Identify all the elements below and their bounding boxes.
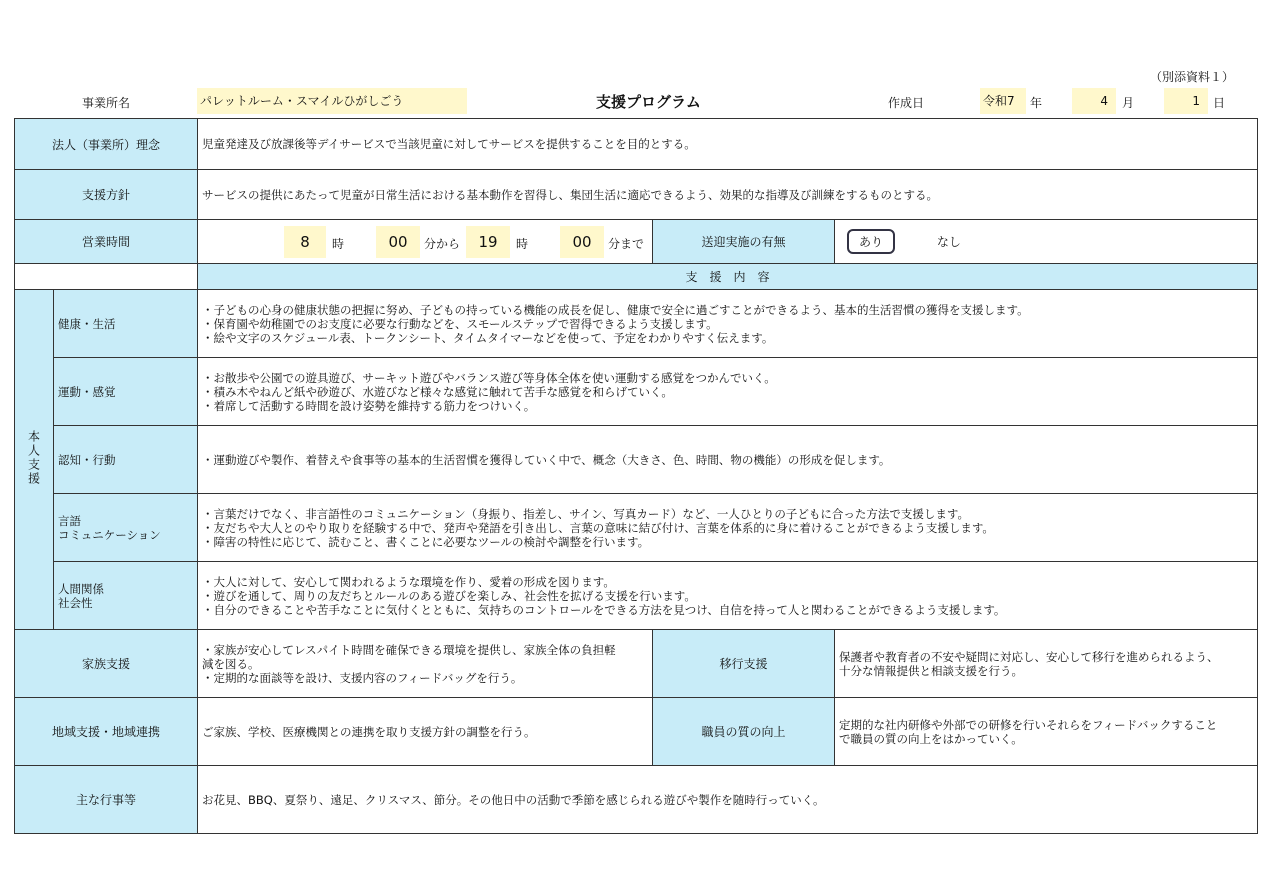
support-content-header-blank — [15, 264, 198, 290]
family-transition-row — [15, 630, 1258, 698]
transport-options — [835, 220, 1258, 264]
start-hour-field[interactable] — [284, 226, 326, 258]
philosophy-label: 法人（事業所）理念 — [15, 119, 198, 170]
self-support-item-text[interactable]: ・運動遊びや製作、着替えや食事等の基本的生活習慣を獲得していく中で、概念（大きさ、色、時間、物の機能）の形成を促します。 — [198, 426, 1258, 494]
start-min-field[interactable] — [376, 226, 420, 258]
era-value: 令和7 — [983, 94, 1015, 108]
self-support-row-1 — [15, 290, 1258, 358]
start-min: 00 — [388, 232, 408, 251]
end-hour-field[interactable] — [466, 226, 510, 258]
events-label: 主な行事等 — [15, 766, 198, 834]
month-unit: 月 — [1122, 96, 1135, 110]
attachment-note: （別添資料１） — [1150, 70, 1235, 84]
policy-row — [15, 170, 1258, 220]
staff-quality-text[interactable]: 定期的な社内研修や外部での研修を行いそれらをフィードバックすること で職員の質の向上をはかっていく。 — [835, 698, 1258, 766]
start-hour: 8 — [300, 232, 310, 251]
family-support-label: 家族支援 — [15, 630, 198, 698]
support-content-header: 支 援 内 容 — [198, 264, 1258, 290]
office-name-field[interactable] — [197, 88, 467, 114]
month-field[interactable] — [1072, 88, 1116, 114]
transport-yes-option[interactable]: あり — [847, 229, 895, 254]
self-support-item-label: 言語 コミュニケーション — [54, 494, 198, 562]
hour-unit-start: 時 — [332, 236, 345, 251]
hour-unit-end: 時 — [516, 236, 529, 251]
events-text[interactable]: お花見、BBQ、夏祭り、遠足、クリスマス、節分。その他日中の活動で季節を感じられる遊びや製作を随時行っていく。 — [198, 766, 1258, 834]
hours-row — [15, 220, 1258, 264]
self-support-item-label: 健康・生活 — [54, 290, 198, 358]
transport-label: 送迎実施の有無 — [653, 220, 835, 264]
family-support-text[interactable]: ・家族が安心してレスパイト時間を確保できる環境を提供し、家族全体の負担軽 減を図る。 ・定期的な面談等を設け、支援内容のフィードバッグを行う。 — [198, 630, 653, 698]
until-label: 分まで — [608, 236, 645, 251]
support-content-header-row — [15, 264, 1258, 290]
end-min-field[interactable] — [560, 226, 604, 258]
self-support-item-label: 人間関係 社会性 — [54, 562, 198, 630]
office-label: 事業所名 — [82, 96, 131, 110]
self-support-row-4 — [15, 494, 1258, 562]
support-program-table — [14, 118, 1258, 834]
philosophy-text[interactable]: 児童発達及び放課後等デイサービスで当該児童に対してサービスを提供することを目的とする。 — [198, 119, 1258, 170]
era-field[interactable] — [980, 88, 1026, 114]
self-support-item-text[interactable]: ・言葉だけでなく、非言語性のコミュニケーション（身振り、指差し、サイン、写真カード）など、一人ひとりの子どもに合った方法で支援します。 ・友だちや大人とのやり取りを経験する中で、発声や発語を引き出し、言葉の意味に結び付け、言葉を体系的に身に着けることができるよう支援します。 ・障害の特性に応じて、読むこと、書くことに必要なツールの検討や調整を行います。 — [198, 494, 1258, 562]
office-name: パレットルーム・スマイルひがしごう — [200, 94, 404, 108]
hours-values — [198, 220, 653, 264]
community-staff-row — [15, 698, 1258, 766]
day-field[interactable] — [1164, 88, 1208, 114]
transport-no-option[interactable]: なし — [936, 235, 961, 249]
transition-support-label: 移行支援 — [653, 630, 835, 698]
created-label: 作成日 — [888, 96, 925, 110]
month-value: 4 — [1100, 94, 1108, 108]
staff-quality-label: 職員の質の向上 — [653, 698, 835, 766]
self-support-label: 本人支援 — [26, 430, 41, 486]
philosophy-row — [15, 119, 1258, 170]
transition-support-text[interactable]: 保護者や教育者の不安や疑問に対応し、安心して移行を進められるよう、 十分な情報提供と相談支援を行う。 — [835, 630, 1258, 698]
self-support-item-text[interactable]: ・お散歩や公園での遊具遊び、サーキット遊びやバランス遊び等身体全体を使い運動する感覚をつかんでいく。 ・積み木やねんど紙や砂遊び、水遊びなど様々な感覚に触れて苦手な感覚を和らげていく。 ・着席して活動する時間を設け姿勢を維持する筋力をつけいく。 — [198, 358, 1258, 426]
page-title: 支援プログラム — [596, 93, 701, 111]
self-support-item-label: 認知・行動 — [54, 426, 198, 494]
hours-label: 営業時間 — [15, 220, 198, 264]
from-label: 分から — [424, 236, 461, 251]
day-unit: 日 — [1213, 96, 1226, 110]
self-support-row-5 — [15, 562, 1258, 630]
day-value: 1 — [1192, 94, 1200, 108]
events-row — [15, 766, 1258, 834]
self-support-row-2 — [15, 358, 1258, 426]
end-hour: 19 — [478, 232, 498, 251]
self-support-item-text[interactable]: ・子どもの心身の健康状態の把握に努め、子どもの持っている機能の成長を促し、健康で安全に過ごすことができるよう、基本的生活習慣の獲得を支援します。 ・保育園や幼稚園でのお支度に必要な行動などを、スモールステップで習得できるよう支援します。 ・絵や文字のスケジュール表、トークンシート、タイムタイマーなどを使って、予定をわかりやすく伝えます。 — [198, 290, 1258, 358]
policy-text[interactable]: サービスの提供にあたって児童が日常生活における基本動作を習得し、集団生活に適応できるよう、効果的な指導及び訓練をするものとする。 — [198, 170, 1258, 220]
self-support-row-3 — [15, 426, 1258, 494]
policy-label: 支援方針 — [15, 170, 198, 220]
self-support-label-cell — [15, 290, 54, 630]
end-min: 00 — [572, 232, 592, 251]
self-support-item-text[interactable]: ・大人に対して、安心して関われるような環境を作り、愛着の形成を図ります。 ・遊びを通して、周りの友だちとルールのある遊びを楽しみ、社会性を拡げる支援を行います。 ・自分のできることや苦手なことに気付くとともに、気持ちのコントロールをできる方法を見つけ、自信を持って人と関わることができるよう支援します。 — [198, 562, 1258, 630]
community-support-label: 地域支援・地域連携 — [15, 698, 198, 766]
self-support-item-label: 運動・感覚 — [54, 358, 198, 426]
year-unit: 年 — [1030, 96, 1043, 110]
community-support-text[interactable]: ご家族、学校、医療機関との連携を取り支援方針の調整を行う。 — [198, 698, 653, 766]
